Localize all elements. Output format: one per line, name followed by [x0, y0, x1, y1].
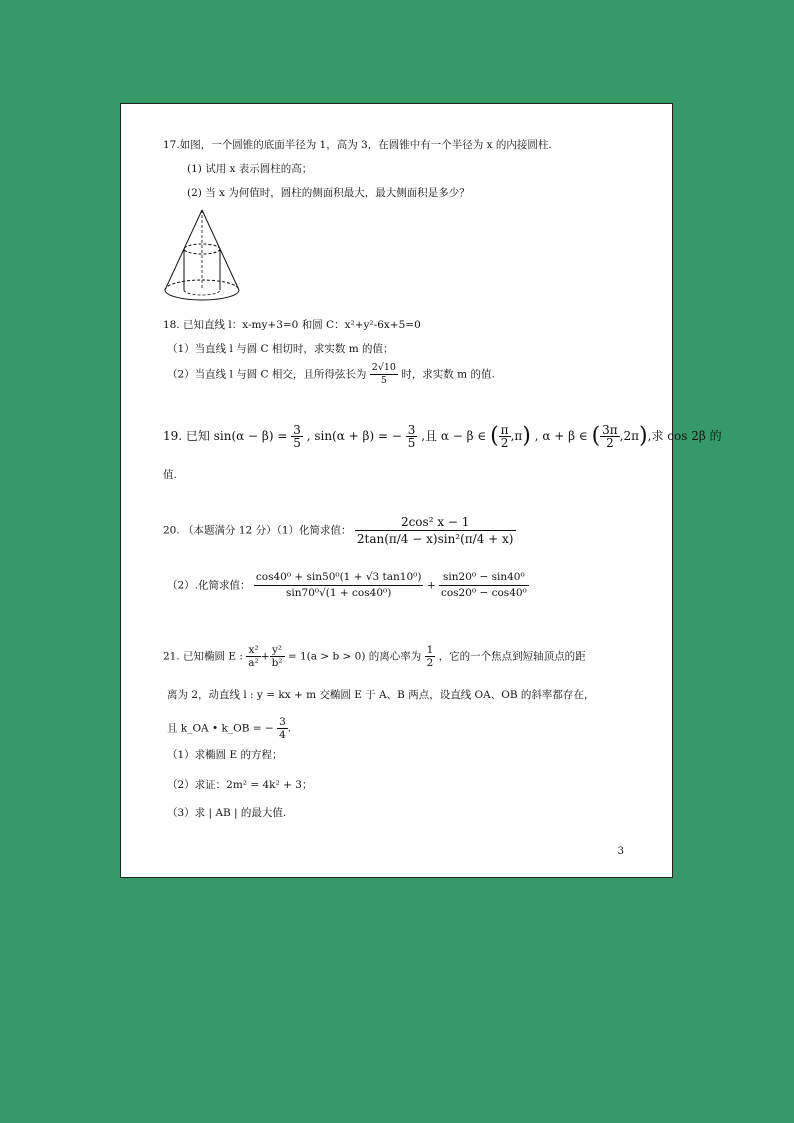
q21-frac-k-den: 4 — [279, 729, 286, 741]
q19-frac4 — [600, 424, 620, 449]
q20-expr3-num: sin20⁰ − sin40⁰ — [439, 570, 529, 586]
q19-frac3-den: 2 — [500, 436, 509, 450]
q21-line3 — [167, 716, 291, 741]
exam-page — [120, 103, 722, 878]
q21-frac-e-num: 1 — [426, 644, 434, 656]
q19-frac1-den: 5 — [293, 436, 301, 450]
q19-frac2-den: 5 — [407, 436, 416, 450]
q20-plus: + — [426, 579, 436, 592]
q21-eq: = 1(a > b > 0) 的离心率为 — [287, 650, 422, 663]
q19-frac1 — [291, 424, 303, 449]
q19-mid5: ,2π — [619, 429, 640, 443]
q20-expr1-num: 2cos² x − 1 — [355, 514, 516, 531]
q20-line2 — [167, 570, 529, 601]
q19-frac4-num: 3π — [602, 423, 618, 437]
q19-line1 — [163, 424, 722, 449]
q19-paren-close-2: ) — [639, 423, 648, 449]
q20-line1 — [163, 514, 516, 547]
q21-frac-y-num: y² — [270, 644, 285, 657]
q20-part2-pre: （2）.化简求值： — [167, 579, 251, 592]
q19-mid4: , α + β ∈ — [534, 429, 588, 443]
q20-expr2-num: cos40⁰ + sin50⁰(1 + √3 tan10⁰) — [254, 570, 424, 586]
q18-fraction-den: 5 — [380, 375, 387, 386]
q21-frac-k — [277, 716, 288, 741]
q21-frac-k-num: 3 — [279, 716, 286, 728]
q17-stem: 17.如图，一个圆锥的底面半径为 1，高为 3，在圆锥中有一个半径为 x 的内接圆柱. — [163, 139, 552, 151]
q19-line2: 值. — [163, 469, 177, 481]
page-number: 3 — [617, 846, 624, 857]
q20-expr1 — [355, 514, 516, 547]
q18-part2 — [167, 362, 495, 387]
q19-frac4-den: 2 — [606, 436, 614, 450]
q21-plus: + — [260, 650, 270, 663]
q19-paren-open-1: ( — [490, 423, 499, 449]
q19-frac2-num: 3 — [407, 423, 416, 437]
q21-line3-pre: 且 k_OA • k_OB = − — [167, 722, 274, 735]
q18-stem: 18. 已知直线 l：x-my+3=0 和圆 C：x²+y²-6x+5=0 — [163, 319, 421, 331]
q21-part1: （1）求椭圆 E 的方程； — [167, 749, 283, 761]
q17-part1: (1) 试用 x 表示圆柱的高； — [187, 163, 313, 175]
q21-frac-x-den: a² — [248, 657, 259, 669]
q21-part2: （2）求证：2m² = 4k² + 3； — [167, 779, 313, 791]
q21-line2: 离为 2，动直线 l : y = kx + m 交椭圆 E 于 A、B 两点，设直线 OA、OB 的斜率都存在， — [167, 689, 595, 701]
q20-expr2 — [254, 570, 424, 601]
q19-mid3: ,π — [510, 429, 523, 443]
q19-mid2: ,且 α − β ∈ — [421, 429, 487, 443]
q21-frac-y — [270, 644, 285, 669]
q21-pre: 21. 已知椭圆 E : — [163, 650, 243, 663]
q21-frac-e — [425, 644, 436, 669]
q21-frac-e-den: 2 — [426, 657, 434, 669]
q19-post: ,求 cos 2β 的 — [647, 429, 722, 443]
q20-expr3 — [439, 570, 529, 601]
q20-expr2-den: sin70⁰√(1 + cos40⁰) — [286, 587, 392, 599]
q18-fraction-num: 2√10 — [371, 362, 396, 373]
q19-paren-close-1: ) — [522, 423, 531, 449]
q20-pre: 20. （本题满分 12 分）（1）化简求值： — [163, 524, 352, 537]
q21-line3-post: . — [287, 722, 292, 735]
q19-frac3 — [499, 424, 511, 449]
q18-part2-pre: （2）当直线 l 与圆 C 相交，且所得弦长为 — [167, 368, 367, 381]
q20-expr3-den: cos20⁰ − cos40⁰ — [440, 587, 527, 599]
q21-post: ，它的一个焦点到短轴顶点的距 — [438, 650, 586, 663]
q19-mid1: , sin(α + β) = − — [306, 429, 402, 443]
q18-part2-post: 时，求实数 m 的值. — [401, 368, 495, 381]
q19-frac2 — [406, 424, 418, 449]
q19-paren-open-2: ( — [591, 423, 601, 449]
q17-part2: (2) 当 x 为何值时，圆柱的侧面积最大，最大侧面积是多少？ — [187, 187, 470, 199]
q21-part3: （3）求 | AB | 的最大值. — [167, 807, 287, 819]
q21-frac-x-num: x² — [246, 644, 260, 657]
q18-fraction — [370, 362, 398, 387]
q18-part1: （1）当直线 l 与圆 C 相切时，求实数 m 的值； — [167, 343, 394, 355]
cone-figure — [161, 206, 243, 306]
q21-frac-x — [246, 644, 260, 669]
q20-expr1-den: 2tan(π/4 − x)sin²(π/4 + x) — [356, 532, 514, 546]
q21-line1 — [163, 644, 586, 669]
q19-frac1-num: 3 — [293, 423, 301, 437]
q19-frac3-num: π — [500, 423, 509, 437]
q21-frac-y-den: b² — [271, 657, 283, 669]
q19-pre: 19. 已知 sin(α − β) = — [163, 429, 288, 443]
